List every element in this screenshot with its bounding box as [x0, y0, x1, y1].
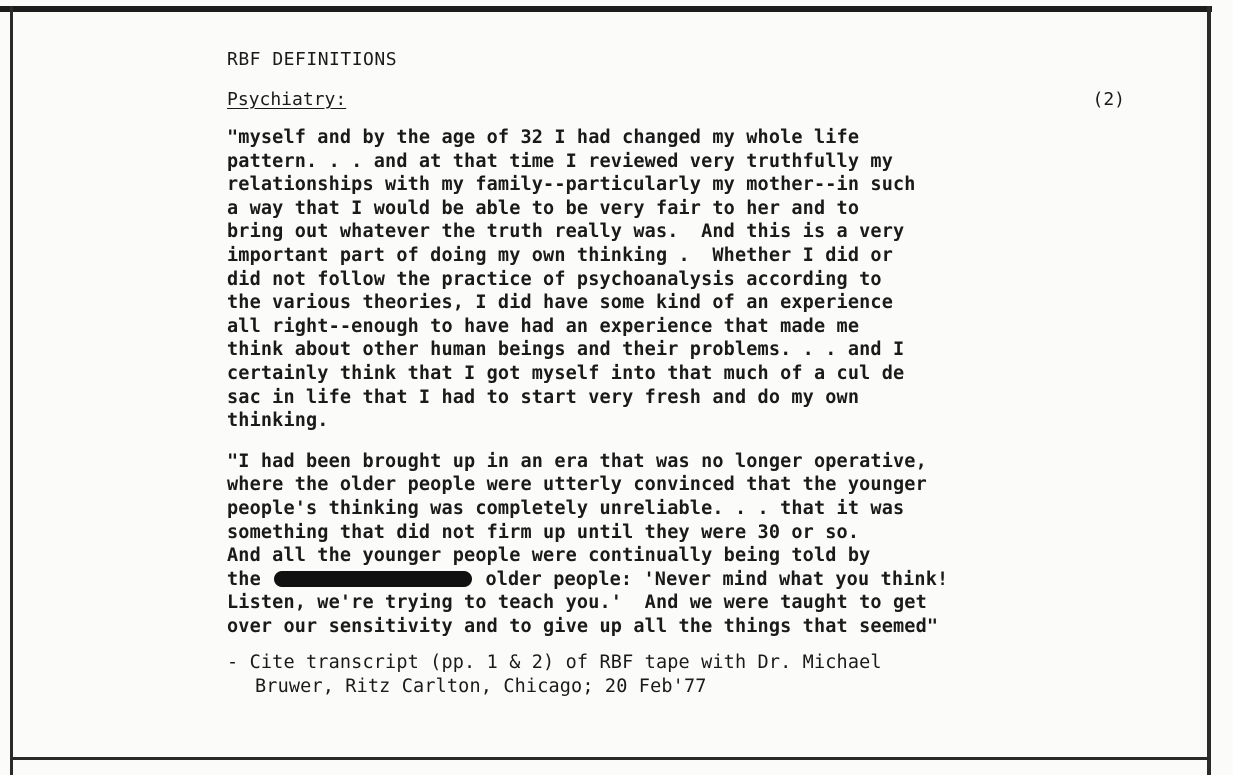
- citation-line-1: - Cite transcript (pp. 1 & 2) of RBF tape with Dr. Michael: [227, 652, 882, 674]
- document-title: RBF DEFINITIONS: [227, 49, 398, 70]
- page-number: (2): [1092, 89, 1125, 110]
- text-line: important part of doing my own thinking . Whether I did or: [227, 244, 893, 266]
- citation-line-2: Bruwer, Ritz Carlton, Chicago; 20 Feb'77: [255, 676, 707, 698]
- text-line: pattern. . . and at that time I reviewed very truthfully my: [227, 150, 893, 172]
- text-line: think about other human beings and their problems. . . and I: [227, 339, 905, 361]
- redacted-line-end: older people: 'Never mind what you think!: [485, 568, 949, 590]
- document-page: [227, 48, 1125, 699]
- text-line: "I had been brought up in an era that was no longer operative,: [227, 450, 927, 472]
- section-title: Psychiatry:: [227, 89, 347, 110]
- redacted-text-line: [227, 568, 1107, 592]
- text-line: sac in life that I had to start very fresh and do my own: [227, 386, 860, 408]
- text-line: all right--enough to have had an experience that made me: [227, 315, 860, 337]
- text-line: certainly think that I got myself into that much of a cul de: [227, 362, 905, 384]
- citation: [227, 651, 1107, 698]
- text-line: the various theories, I did have some kind of an experience: [227, 292, 893, 314]
- text-line: bring out whatever the truth really was. And this is a very: [227, 221, 905, 243]
- text-line: where the older people were utterly convinced that the younger: [227, 474, 927, 496]
- paragraph-gap: [227, 433, 1107, 450]
- text-line: relationships with my family--particularly my mother--in such: [227, 174, 916, 196]
- frame-bottom-border: [10, 757, 1211, 760]
- text-line: Listen, we're trying to teach you.' And we were taught to get: [227, 592, 927, 614]
- text-line: a way that I would be able to be very fair to her and to: [227, 197, 860, 219]
- frame-right-border: [1207, 6, 1211, 775]
- text-line: did not follow the practice of psychoanalysis according to: [227, 268, 882, 290]
- text-line: people's thinking was completely unreliable. . . that it was: [227, 497, 905, 519]
- redaction-mark: [274, 571, 472, 587]
- quote-paragraph-2: [227, 450, 1107, 639]
- text-line: over our sensitivity and to give up all the things that seemed": [227, 615, 939, 637]
- quote-paragraph-1: [227, 126, 1107, 433]
- redacted-line-start: the: [227, 568, 261, 590]
- frame-top-border: [0, 6, 1212, 12]
- section-header: [227, 88, 1125, 112]
- text-line: And all the younger people were continually being told by: [227, 545, 871, 567]
- text-line: something that did not firm up until they were 30 or so.: [227, 521, 860, 543]
- frame-left-border: [10, 6, 13, 775]
- text-line: thinking.: [227, 410, 329, 432]
- text-line: "myself and by the age of 32 I had changed my whole life: [227, 127, 860, 148]
